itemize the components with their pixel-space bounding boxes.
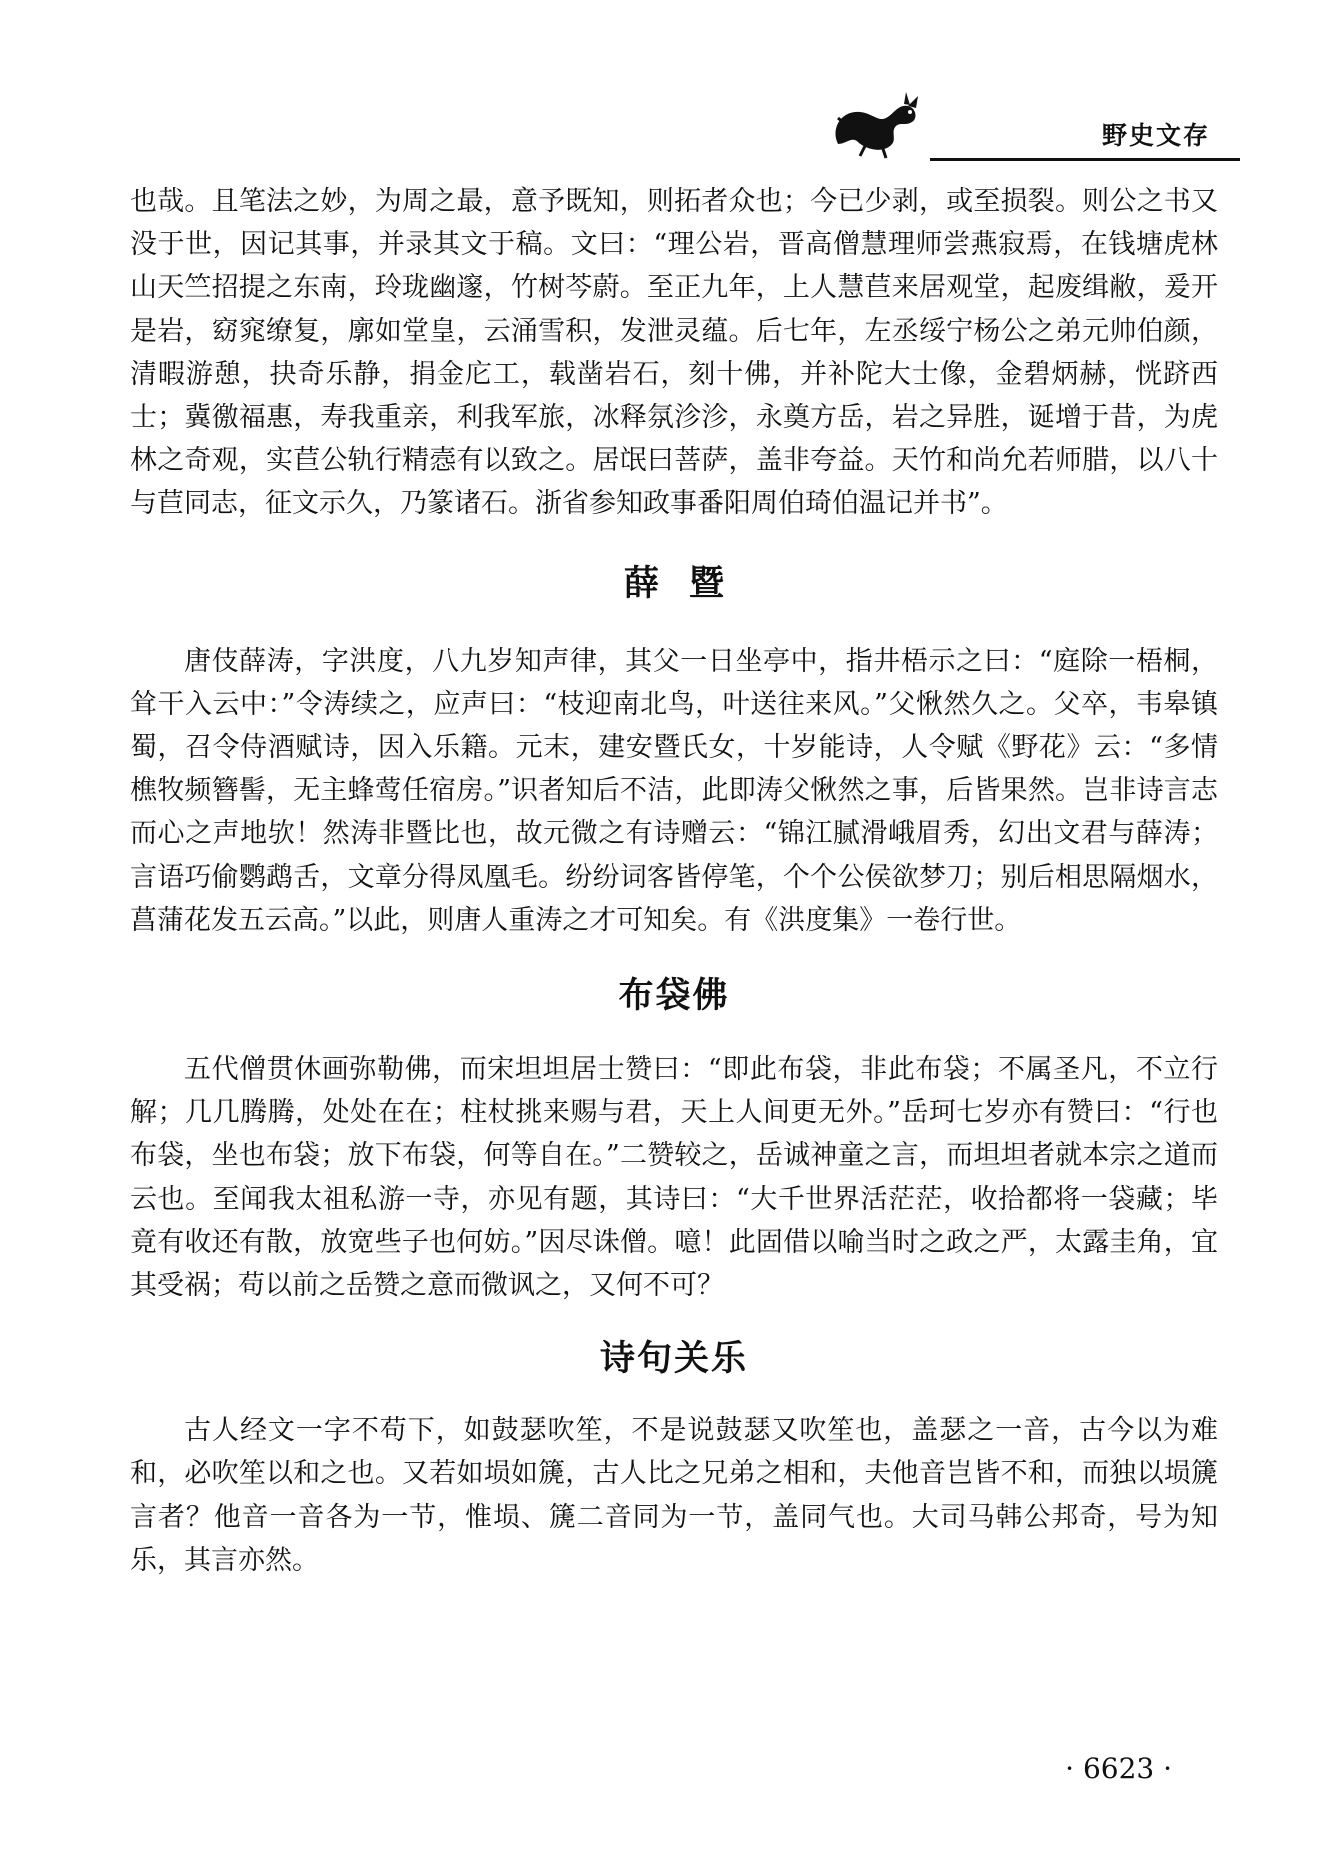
book-title: 野史文存 bbox=[1101, 121, 1210, 150]
section-title-budai-fo: 布袋佛 bbox=[618, 975, 730, 1017]
continued-paragraph: 也哉。且笔法之妙，为周之最，意予既知，则拓者众也；今已少剥，或至损裂。则公之书又没于世，因记其事，并录其文于稿。文曰：“理公岩，晋高僧慧理师尝燕寂焉，在钱塘虎林山天竺招提之东南，玲珑幽邃，竹树芩蔚。至正九年，上人慧苣来居观堂，起废缉敝，爰开是岩，窈窕缭复，廓如堂皇，云涌雪积，发泄灵蕴。后七年，左丞绥宁杨公之弟元帅伯颜，清暇游憩，抉奇乐静，捐金庀工，载凿岩石，刻十佛，并补陀大士像，金碧炳赫，恍跻西士；冀徼福惠，寿我重亲，利我军旅，冰释氛沴沴，永奠方岳，岩之异胜，诞增于昔，为虎林之奇观，实苣公轨行精悫有以致之。居氓曰菩萨，盖非夸益。天竹和尚允若师腊，以八十与苣同志，征文示久，乃篆诸石。浙省参知政事番阳周伯琦伯温记并书”。 bbox=[130, 186, 1218, 520]
section-paragraph: 唐伎薛涛，字洪度，八九岁知声律，其父一日坐亭中，指井梧示之曰：“庭除一梧桐，耸干入云中：”令涛续之，应声曰：“枝迎南北鸟，叶送往来风。”父愀然久之。父卒，韦皋镇蜀，召令侍酒赋诗，因入乐籍。元末，建安暨氏女，十岁能诗，人令赋《野花》云：“多情樵牧频簪髻，无主蜂莺任宿房。”识者知后不洁，此即涛父愀然之事，后皆果然。岂非诗言志而心之声地欤！然涛非暨比也，故元微之有诗赠云：“锦江腻滑峨眉秀，幻出文君与薛涛；言语巧偷鹦鹉舌，文章分得凤凰毛。纷纷词客皆停笔，个个公侯欲梦刀；别后相思隔烟水，菖蒲花发五云高。”以此，则唐人重涛之才可知矣。有《洪度集》一卷行世。 bbox=[130, 645, 1218, 936]
section-title-shiju-guanyue: 诗句关乐 bbox=[599, 1338, 748, 1380]
section-paragraph: 五代僧贯休画弥勒佛，而宋坦坦居士赞曰：“即此布袋，非此布袋；不属圣凡，不立行解；几几腾腾，处处在在；柱杖挑来赐与君，天上人间更无外。”岳珂七岁亦有赞曰：“行也布袋，坐也布袋；放下布袋，何等自在。”二赞较之，岳诚神童之言，而坦坦者就本宗之道而云也。至闻我太祖私游一寺，亦见有题，其诗曰：“大千世界活茫茫，收拾都将一袋藏；毕竟有收还有散，放宽些子也何妨。”因尽诛僧。噫！此固借以喻当时之政之严，太露圭角，宜其受祸；苟以前之岳赞之意而微讽之，又何不可？ bbox=[130, 1054, 1218, 1302]
page-header bbox=[820, 88, 1240, 162]
section-title-xue-ji: 薛暨 bbox=[623, 562, 754, 604]
page-body bbox=[130, 180, 1218, 1582]
dragon-logo-icon bbox=[820, 88, 930, 162]
section-paragraph: 古人经文一字不苟下，如鼓瑟吹笙，不是说鼓瑟又吹笙也，盖瑟之一音，古今以为难和，必吹笙以和之也。又若如埙如篪，古人比之兄弟之相和，夫他音岂皆不和，而独以埙篪言者？他音一音各为一节，惟埙、篪二音同为一节，盖同气也。大司马韩公邦奇，号为知乐，其言亦然。 bbox=[130, 1415, 1218, 1576]
page-number: · 6623 · bbox=[1065, 1752, 1172, 1785]
header-rule bbox=[930, 158, 1240, 161]
